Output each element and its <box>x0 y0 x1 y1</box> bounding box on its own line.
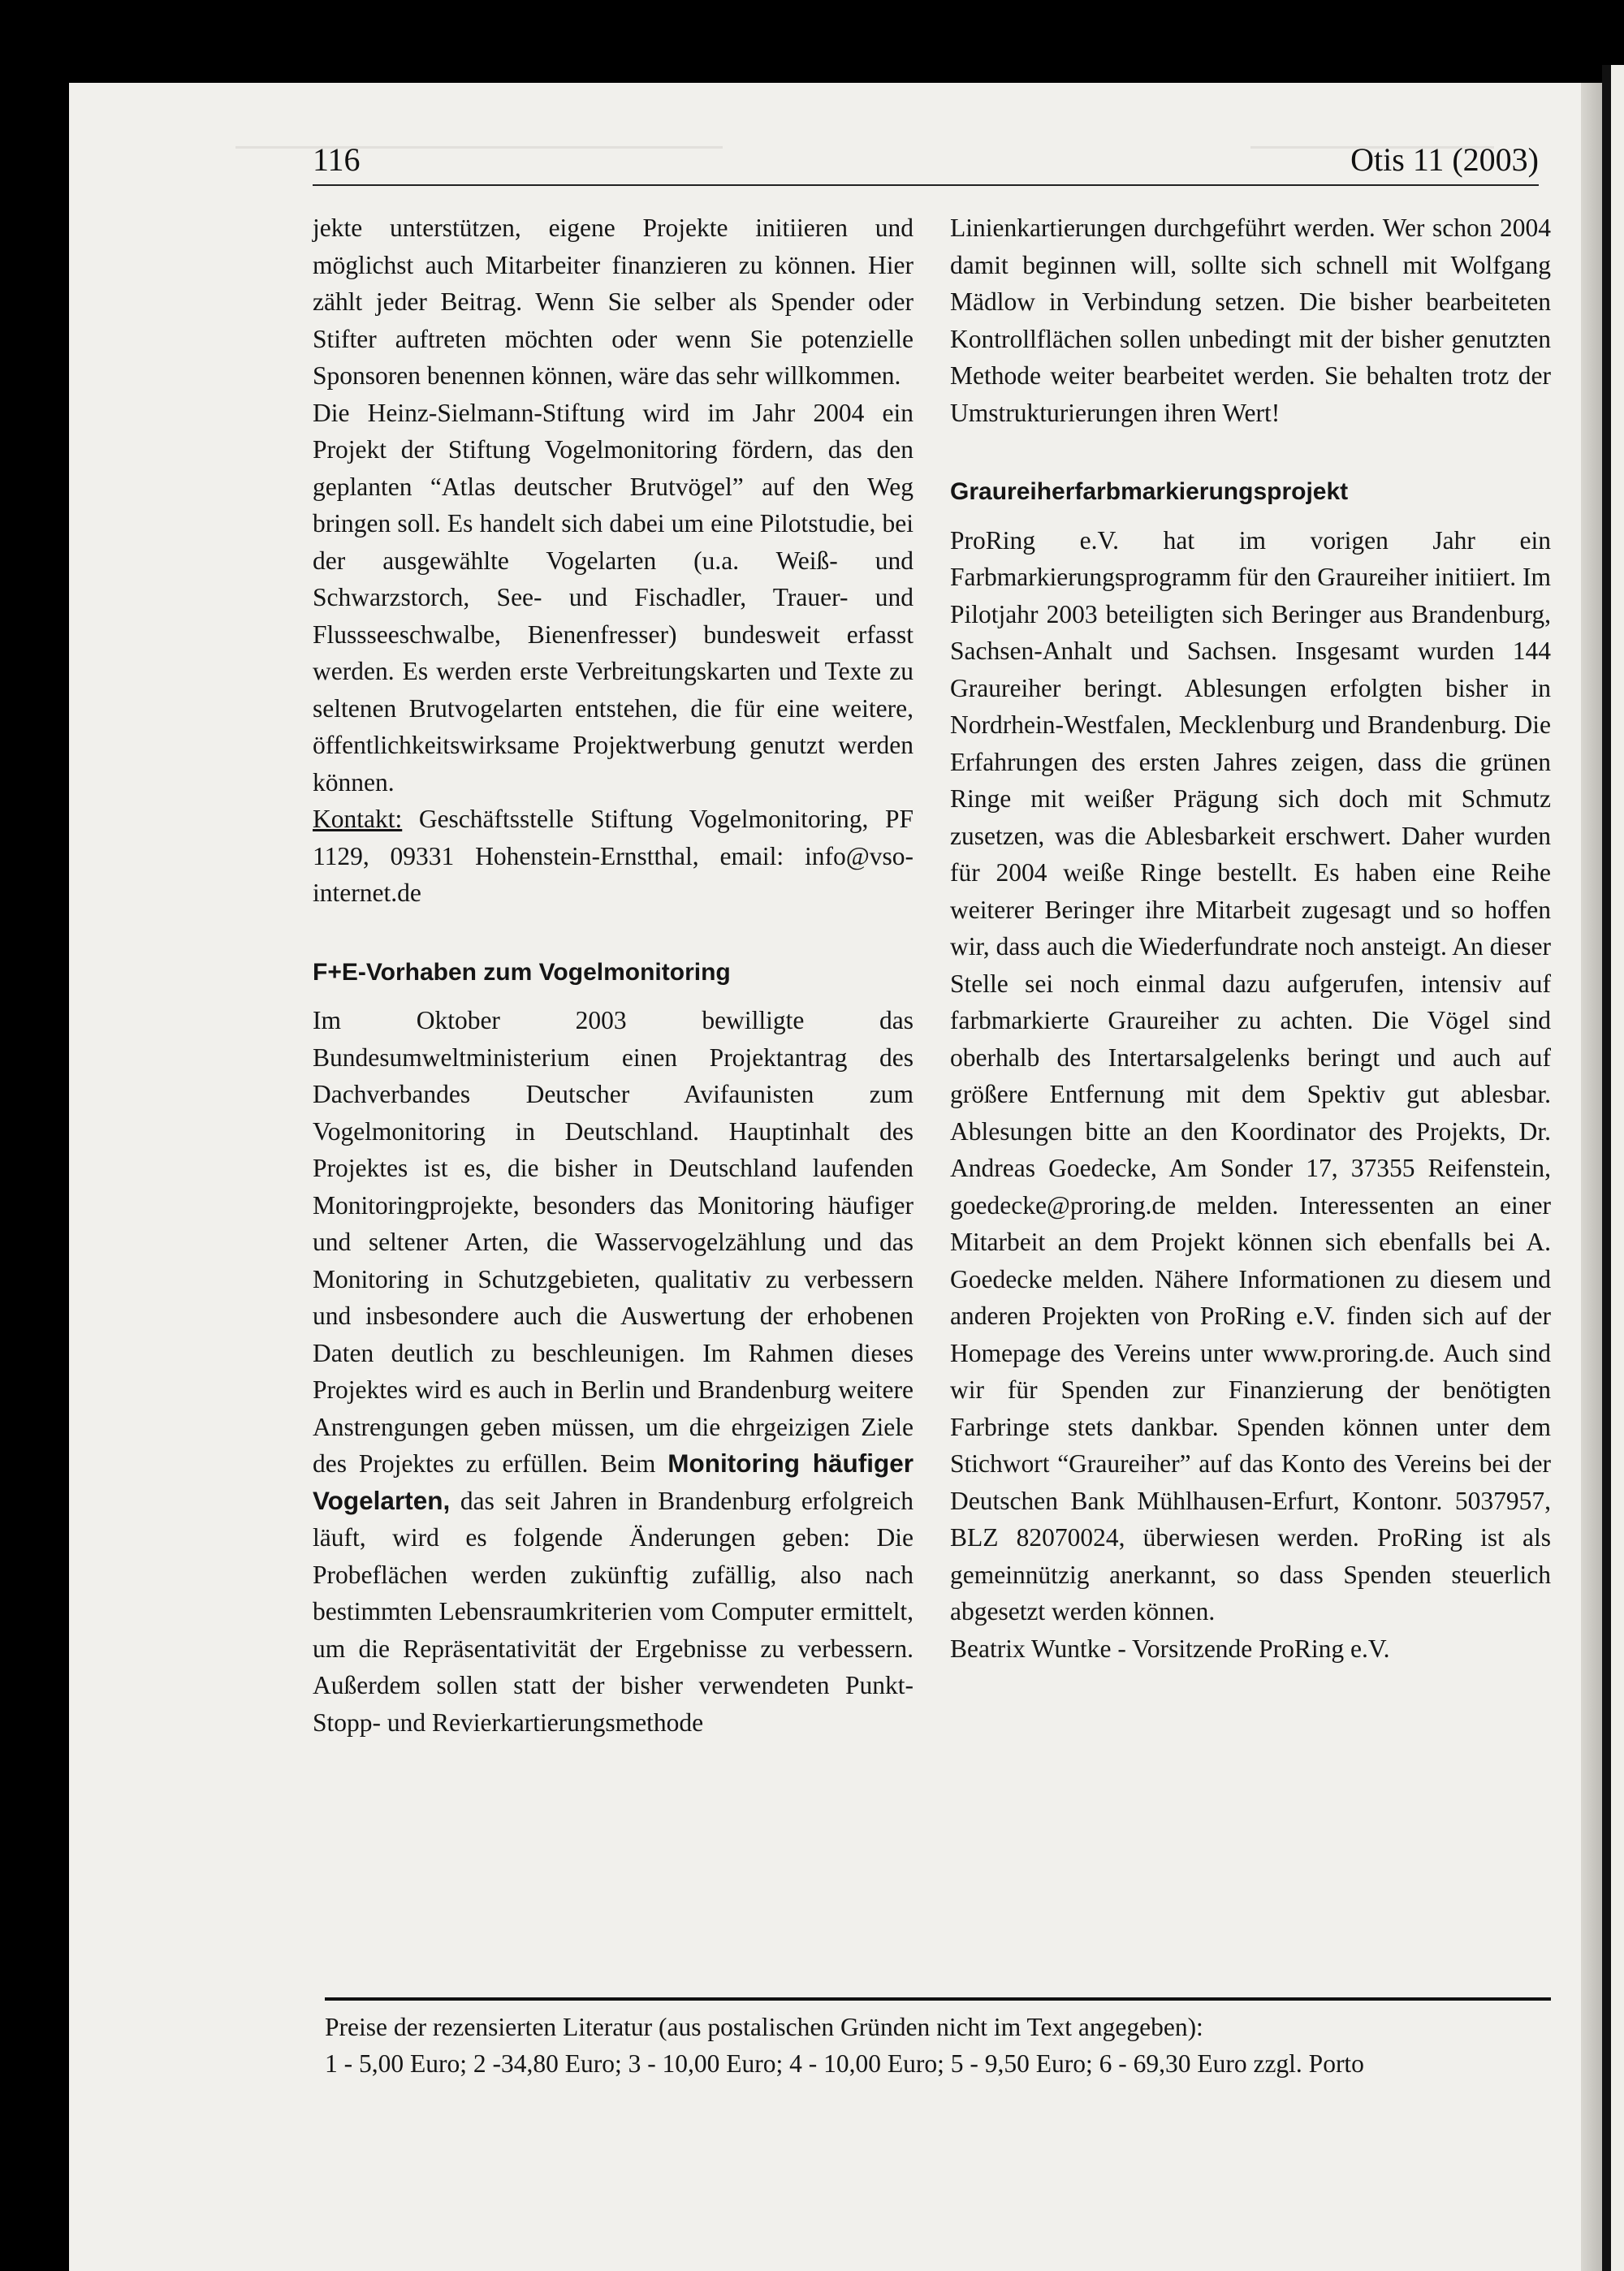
next-page-paper <box>1611 65 1624 2271</box>
price-footnote <box>325 1997 1551 2082</box>
signature: Beatrix Wuntke - Vorsitzende ProRing e.V. <box>950 1634 1390 1663</box>
contact-label: Kontakt: <box>313 805 403 833</box>
paragraph: ProRing e.V. hat im vorigen Jahr ein Farbmarkierungsprogramm für den Graureiher initiiert. Im Pilotjahr 2003 beteiligten sich Beringer aus Brandenburg, Sachsen-Anhalt und Sachsen. Insgesamt wurden 144 Graureiher beringt. Ablesungen erfolgten bisher in Nordrhein-Westfalen, Mecklenburg und Brandenburg. Die Erfahrungen des ersten Jahres zeigen, dass die grünen Ringe mit weißer Prägung sich doch mit Schmutz zusetzen, was die Ablesbarkeit erschwert. Daher wurden für 2004 weiße Ringe bestellt. Es haben eine Reihe weiterer Beringer ihre Mitarbeit zugesagt und so hoffen wir, dass auch die Wiederfundrate noch ansteigt. An dieser Stelle sei noch einmal dazu aufgerufen, intensiv auf farbmarkierte Graureiher zu achten. Die Vögel sind oberhalb des Intertarsalgelenks beringt und auch auf größere Entfernung mit dem Spektiv gut ablesbar. Ablesungen bitte an den Koordinator des Projekts, Dr. Andreas Goedecke, Am Sonder 17, 37355 Reifenstein, goedecke@proring.de melden. Interessenten an einer Mitarbeit an dem Projekt können sich ebenfalls bei A. Goedecke melden. Nähere Informationen zu diesem und anderen Projekten von ProRing e.V. finden sich auf der Homepage des Vereins unter www.proring.de. Auch sind wir für Spenden zur Finanzierung der benötigten Farbringe stets dankbar. Spenden können unter dem Stichwort “Graureiher” auf das Konto des Vereins bei der Deutschen Bank Mühlhausen-Erfurt, Kontonr. 5037957, BLZ 82070024, überwiesen werden. ProRing ist als gemeinnützig anerkannt, so dass Spenden steuerlich abgesetzt werden können. <box>950 525 1552 1626</box>
paragraph: Linienkartierungen durchgeführt werden. Wer schon 2004 damit beginnen will, sollte sich schnell mit Wolfgang Mädlow in Verbindung setzen. Die bisher bearbeiteten Kontrollflächen sollen unbedingt mit der bisher genutzten Methode weiter bearbeitet werden. Sie behalten trotz der Umstrukturierungen ihren Wert! <box>950 214 1551 427</box>
page-number: 116 <box>313 141 361 178</box>
emphasis-text: Monitoring häufiger Vogelarten, <box>313 1449 914 1515</box>
journal-citation: Otis 11 (2003) <box>1350 141 1539 178</box>
page-header <box>313 134 1539 186</box>
section-heading: Graureiherfarbmarkierungsprojekt <box>950 478 1349 505</box>
section-heading: F+E-Vorhaben zum Vogelmonitoring <box>313 958 731 986</box>
contact-text: Geschäftsstelle Stiftung Vogelmonitoring, PF 1129, 09331 Hohenstein-Ernstthal, email: info@vso-internet.de <box>313 805 914 907</box>
left-column <box>313 209 914 1741</box>
paragraph: Die Heinz-Sielmann-Stiftung wird im Jahr 2004 ein Projekt der Stiftung Vogelmonitoring fördern, das den geplanten “Atlas deutscher Brutvögel” auf den Weg bringen soll. Es handelt sich dabei um eine Pilotstudie, bei der ausgewählte Vogelarten (u.a. Weiß- und Schwarzstorch, See- und Fischadler, Trauer- und Flussseeschwalbe, Bienenfresser) bundesweit erfasst werden. Es werden erste Verbreitungskarten und Texte zu seltenen Brutvogelarten entstehen, die für eine weitere, öffentlichkeitswirksame Projektwerbung genutzt werden können. <box>313 398 914 797</box>
page-edge-shadow <box>1581 83 1602 2271</box>
paragraph-text: das seit Jahren in Brandenburg erfolgreich läuft, wird es folgende Änderungen geben: Die Probeflächen werden zukünftig zufällig, also nach bestimmten Lebensraumkriterien vom Computer ermittelt, um die Repräsentativität der Ergebnisse zu verbessern. Außerdem sollen statt der bisher verwendeten Punkt-Stopp- und Revierkartierungsmethode <box>313 1486 914 1737</box>
paragraph <box>313 1002 914 1741</box>
footnote-line: Preise der rezensierten Literatur (aus postalischen Gründen nicht im Text angegeben): <box>325 2013 1203 2041</box>
paragraph: jekte unterstützen, eigene Projekte initiieren und möglichst auch Mitarbeiter finanzieren zu können. Hier zählt jeder Beitrag. Wenn Sie selber als Spender oder Stifter auftreten möchten oder wenn Sie potenzielle Sponsoren benennen können, wäre das sehr willkommen. <box>313 214 914 390</box>
right-column <box>950 209 1551 1667</box>
paragraph-text: Im Oktober 2003 bewilligte das Bundesumweltministerium einen Projektantrag des Dachverbandes Deutscher Avifaunisten zum Vogelmonitoring in Deutschland. Hauptinhalt des Projektes ist es, die bisher in Deutschland laufenden Monitoringprojekte, besonders das Monitoring häufiger und seltener Arten, die Wasservogelzählung und das Monitoring in Schutzgebieten, qualitativ zu verbessern und insbesondere auch die Auswertung der erhobenen Daten deutlich zu beschleunigen. Im Rahmen dieses Projektes wird es auch in Berlin und Brandenburg weitere Anstrengungen geben müssen, um die ehrgeizigen Ziele des Projektes zu erfüllen. Beim <box>313 1006 914 1478</box>
contact-paragraph <box>313 801 914 912</box>
footnote-line: 1 - 5,00 Euro; 2 -34,80 Euro; 3 - 10,00 Euro; 4 - 10,00 Euro; 5 - 9,50 Euro; 6 - 69,30 Euro zzgl. Porto <box>325 2049 1364 2078</box>
